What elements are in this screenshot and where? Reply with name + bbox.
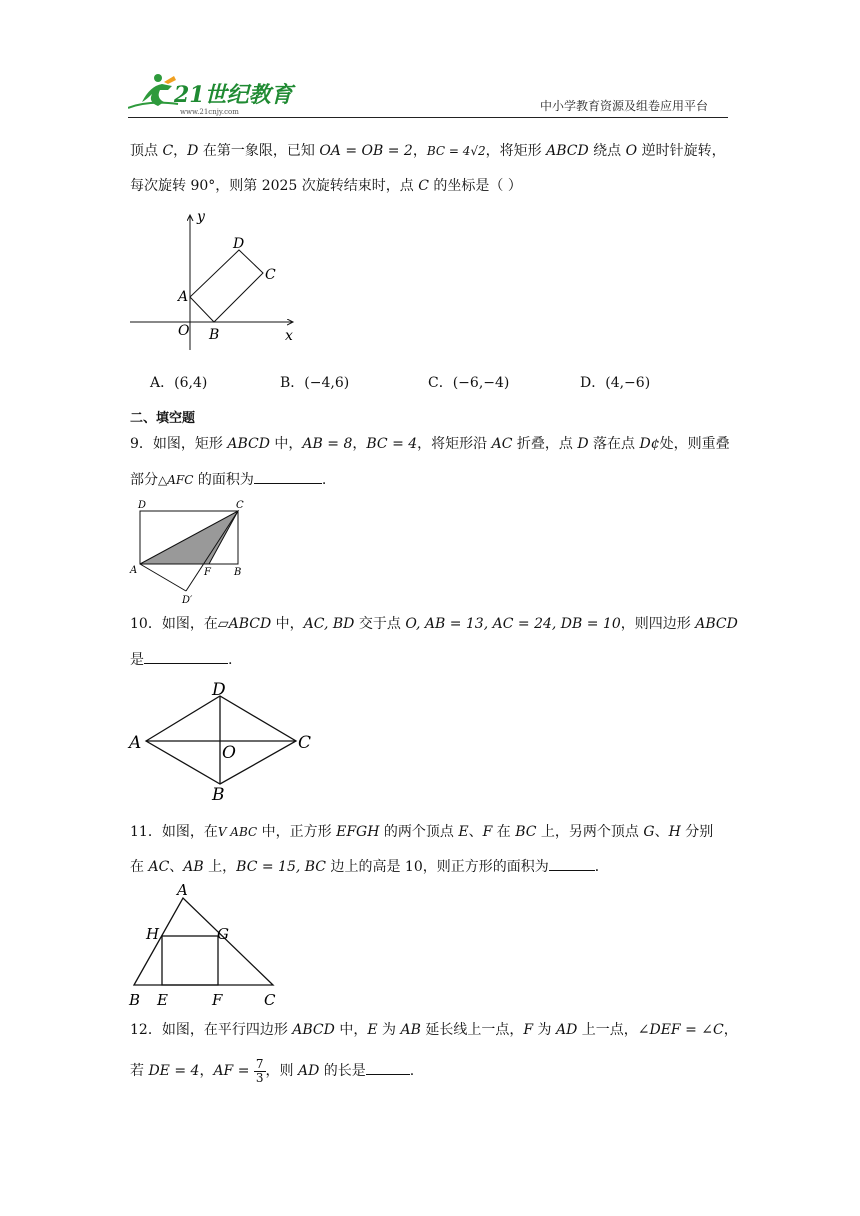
- logo-url: www.21cnjy.com: [180, 108, 239, 116]
- label-x: x: [285, 328, 293, 344]
- answer-blank[interactable]: [549, 870, 595, 871]
- q12-line2: 若 DE = 4，AF = $\frac{7}{3}$ ，则 AD 的长是 .: [130, 1056, 415, 1085]
- label-a: A: [130, 565, 138, 576]
- q9-line1: 9．如图，矩形 ABCD 中，AB = 8，BC = 4，将矩形沿 AC 折叠，点 D 落在点 D¢处，则重叠: [130, 436, 730, 452]
- label-d: D: [212, 680, 226, 700]
- choice-a: A．(6,4): [150, 375, 208, 391]
- q10-rhombus-figure: [126, 678, 326, 804]
- overlap-triangle-afc: [140, 511, 238, 564]
- label-c: C: [264, 991, 276, 1009]
- square-efgh: [162, 936, 218, 985]
- label-c: C: [236, 500, 244, 511]
- fraction-7-3: $\frac{7}{3}$: [255, 1056, 264, 1085]
- label-d-prime: D′: [182, 595, 193, 606]
- label-h: H: [146, 925, 160, 943]
- q9-line2: 部分△AFC 的面积为 .: [130, 472, 327, 488]
- label-d: D: [138, 500, 147, 511]
- q11-line1: 11．如图，在V ABC 中，正方形 EFGH 的两个顶点 E、F 在 BC 上，另两个顶点 G、H 分别: [130, 824, 714, 840]
- label-y: y: [197, 209, 205, 225]
- label-o: O: [178, 323, 190, 339]
- q10-line2: 是 .: [130, 652, 233, 668]
- rectangle-abcd: [190, 250, 263, 322]
- parallelogram-abcd: [146, 696, 296, 784]
- q8-line2: 每次旋转 90°，则第 2025 次旋转结束时，点 C 的坐标是（ ）: [130, 178, 522, 194]
- label-a: A: [129, 733, 142, 753]
- section-heading: 二、填空题: [130, 411, 196, 426]
- label-b: B: [129, 991, 141, 1009]
- q11-line2: 在 AC、AB 上，BC = 15, BC 边上的高是 10，则正方形的面积为 ．: [130, 859, 609, 875]
- fold-line-ad: [140, 564, 186, 591]
- choice-b: B．(−4,6): [280, 375, 350, 391]
- site-logo: [128, 72, 298, 116]
- label-f: F: [204, 567, 211, 578]
- label-c: C: [298, 733, 312, 753]
- label-a: A: [177, 881, 188, 899]
- q8-coordinate-figure: [125, 205, 305, 350]
- label-o: O: [222, 743, 236, 763]
- label-b: B: [234, 567, 242, 578]
- choice-d: D．(4,−6): [580, 375, 651, 391]
- label-g: G: [217, 925, 229, 943]
- q10-line1: 10．如图，在▱ABCD 中，AC, BD 交于点 O, AB = 13, AC = 24, DB = 10，则四边形 ABCD: [130, 616, 738, 632]
- answer-blank[interactable]: [366, 1074, 410, 1075]
- label-d: D: [233, 236, 245, 252]
- platform-name: 中小学教育资源及组卷应用平台: [540, 99, 709, 113]
- q9-fold-figure: [126, 496, 256, 606]
- answer-blank[interactable]: [254, 483, 322, 484]
- label-c: C: [265, 267, 276, 283]
- label-b: B: [212, 785, 225, 804]
- runner-logo-icon: [128, 74, 178, 108]
- label-a: A: [178, 289, 189, 305]
- choice-c: C．(−6,−4): [428, 375, 510, 391]
- header-divider: [128, 117, 728, 118]
- label-b: B: [209, 327, 220, 343]
- answer-blank[interactable]: [144, 663, 228, 664]
- logo-text: 21世纪教育: [174, 82, 293, 108]
- q12-line1: 12．如图，在平行四边形 ABCD 中，E 为 AB 延长线上一点，F 为 AD 上一点，∠DEF = ∠C，: [130, 1022, 738, 1038]
- label-f: F: [212, 991, 223, 1009]
- q11-triangle-square-figure: [126, 878, 286, 1010]
- q8-line1: 顶点 C，D 在第一象限，已知 OA = OB = 2，BC = 4√2，将矩形 ABCD 绕点 O 逆时针旋转，: [130, 143, 726, 159]
- label-e: E: [157, 991, 168, 1009]
